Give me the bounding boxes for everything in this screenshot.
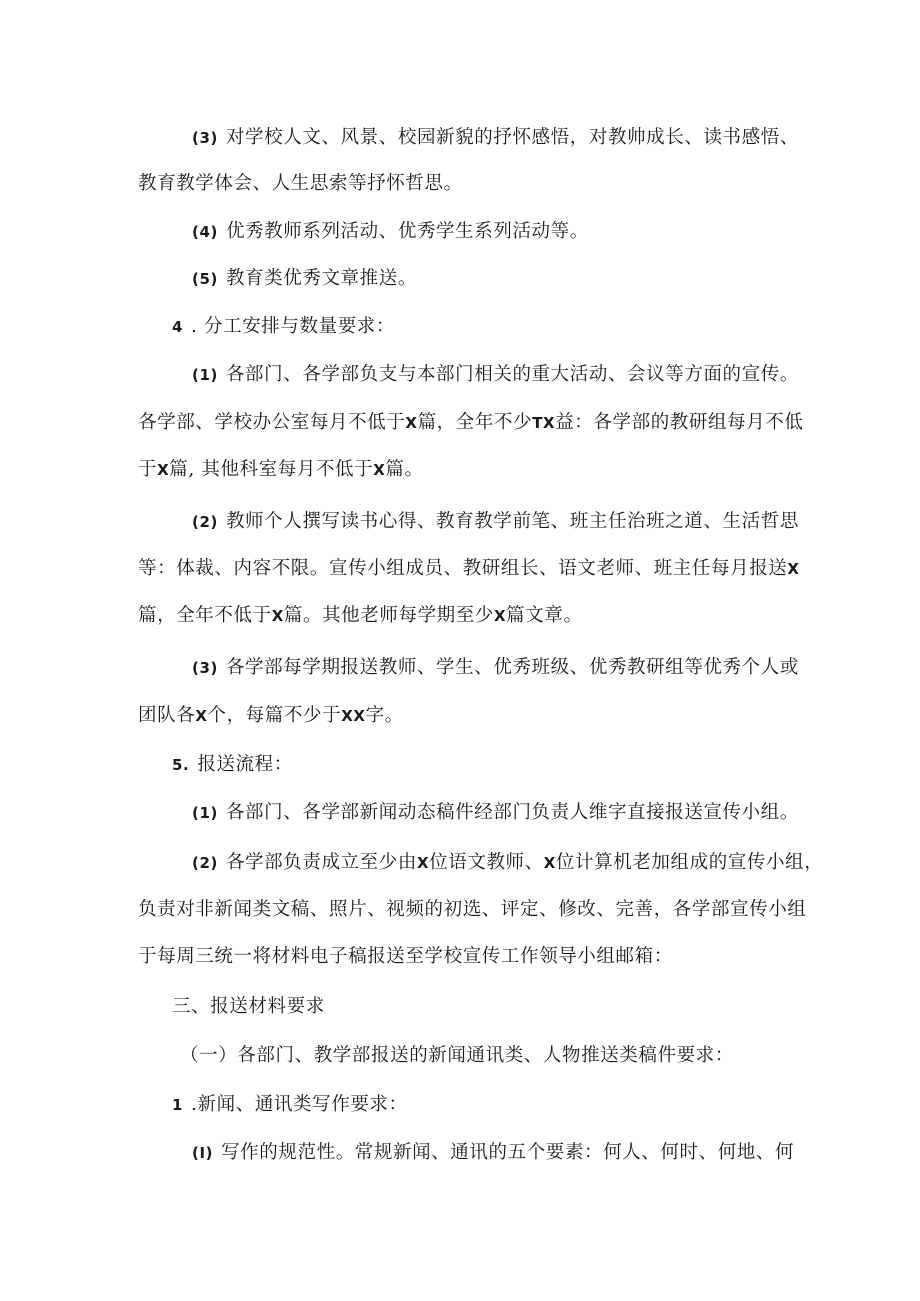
line-text: 篇，全年不低于 — [138, 605, 272, 626]
list-number: 4 — [172, 318, 184, 336]
line-text: 教育类优秀文章推送。 — [225, 268, 417, 289]
list-number: (5) — [192, 270, 218, 288]
line-text: 篇。 — [385, 459, 424, 480]
list-number: (3) — [192, 129, 218, 147]
text-line — [192, 851, 823, 875]
text-line — [192, 363, 799, 387]
text-line — [192, 510, 799, 534]
list-number: (4) — [192, 223, 218, 241]
list-number: (2) — [192, 854, 218, 872]
line-text: .新闻、通讯类写作要求： — [191, 1094, 408, 1115]
line-text: 报送流程： — [197, 754, 293, 775]
list-number: 5. — [172, 756, 190, 774]
list-number: (2) — [192, 513, 218, 531]
line-text: 写作的规范性。常规新闻、通讯的五个要素：何人、何时、何地、何 — [221, 1142, 795, 1163]
line-text: 教育教学体会、人生思索等抒怀哲思。 — [138, 173, 463, 194]
placeholder-x: X — [271, 607, 284, 625]
list-number: (I) — [192, 1144, 214, 1162]
line-text: 个，每篇不少于 — [207, 705, 342, 726]
text-line — [192, 267, 417, 291]
line-text: 对学校人文、风景、校园新貌的抒怀感悟，对教帅成长、读书感悟、 — [225, 127, 799, 148]
text-line — [138, 704, 404, 728]
line-text: 于 — [138, 459, 158, 480]
placeholder-x: X — [543, 854, 556, 872]
line-text: 位计算机老加组成的宣传小组， — [555, 852, 824, 873]
line-text: （一）各部门、教学部报送的新闻通讯类、人物推送类稿件要求： — [180, 1045, 734, 1066]
placeholder-x: X — [195, 707, 208, 725]
placeholder-x: XX — [341, 707, 366, 725]
line-text: 各学部负责成立至少由 — [225, 852, 417, 873]
line-text: 各学部每学期报送教师、学生、优秀班级、优秀教研组等优秀个人或 — [225, 657, 799, 678]
line-text: 字。 — [365, 705, 404, 726]
line-text: 各部门、各学部新闻动态稿件经部门负责人维字直接报送宣传小组。 — [225, 802, 799, 823]
line-text: 篇文章。 — [506, 605, 583, 626]
list-number: 1 — [172, 1096, 184, 1114]
line-text: 于每周三统一将材料电子稿报送至学校宣传工作领导小组邮箱： — [138, 946, 673, 967]
text-line — [192, 1141, 794, 1165]
text-line — [138, 411, 804, 435]
line-text: 各学部、学校办公室每月不低于 — [138, 412, 406, 433]
list-number: (3) — [192, 659, 218, 677]
text-line — [192, 801, 799, 825]
text-line — [138, 604, 583, 628]
placeholder-x: X — [373, 461, 386, 479]
line-text: 负责对非新闻类文稿、照片、视频的初选、评定、修改、完善，各学部宣传小组 — [138, 899, 807, 920]
text-line — [138, 172, 463, 196]
line-text: 优秀教师系列活动、优秀学生系列活动等。 — [225, 221, 589, 242]
line-text: 篇, 其他科室每月不低于 — [169, 459, 374, 480]
placeholder-x: X — [787, 560, 800, 578]
line-text: 篇，全年不少 — [417, 412, 533, 433]
text-line — [138, 898, 807, 922]
section-heading — [172, 753, 293, 777]
text-line — [138, 945, 673, 969]
list-number: (1) — [192, 366, 218, 384]
placeholder-x: X — [157, 461, 170, 479]
placeholder-x: TX — [532, 414, 556, 432]
text-line — [192, 126, 799, 150]
line-text: 位语文教师、 — [429, 852, 544, 873]
line-text: 各部门、各学部负支与本部门相关的重大活动、会议等方面的宣传。 — [225, 364, 799, 385]
line-text: 等：体裁、内容不限。宣传小组成员、教研组长、语文老师、班主任每月报送 — [138, 558, 788, 579]
placeholder-x: X — [493, 607, 507, 625]
text-line — [192, 656, 799, 680]
section-heading — [172, 315, 395, 339]
line-text: . 分工安排与数量要求： — [191, 316, 396, 337]
section-heading — [172, 995, 325, 1019]
line-text: 团队各 — [138, 705, 196, 726]
subsection-heading — [180, 1044, 734, 1068]
line-text: 教师个人撰写读书心得、教育教学前笔、班主任治班之道、生活哲思 — [225, 511, 799, 532]
section-heading — [172, 1093, 408, 1117]
list-number: (1) — [192, 804, 218, 822]
line-text: 三、报送材料要求 — [172, 996, 325, 1017]
text-line — [192, 220, 589, 244]
placeholder-x: X — [416, 854, 430, 872]
text-line — [138, 557, 800, 581]
text-line — [138, 458, 424, 482]
line-text: 益：各学部的教研组每月不低 — [555, 412, 804, 433]
placeholder-x: X — [405, 414, 418, 432]
line-text: 篇。其他老师每学期至少 — [283, 605, 494, 626]
